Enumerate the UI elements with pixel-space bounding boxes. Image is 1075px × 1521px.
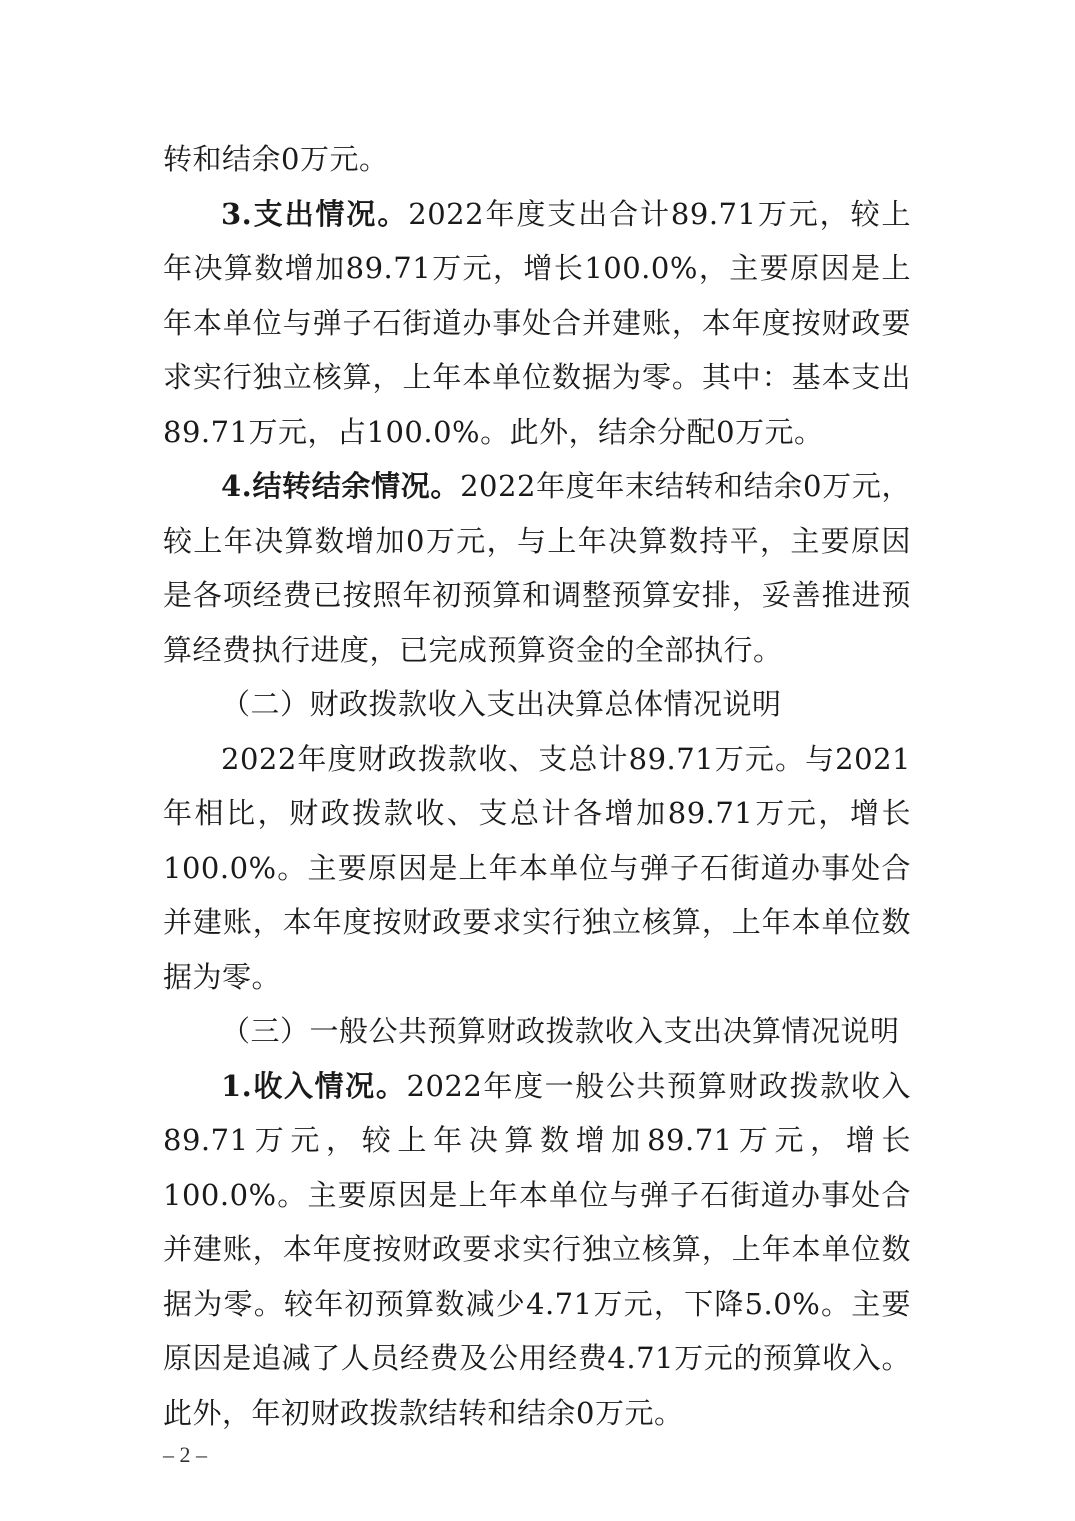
paragraph-expenditure (163, 187, 911, 460)
document-body (163, 132, 911, 1440)
paragraph-lead-income: 1.收入情况。 (221, 1068, 407, 1103)
paragraph-text: 2022年度支出合计89.71万元，较上年决算数增加89.71万元，增长100.0%，主要原因是上年本单位与弹子石街道办事处合并建账，本年度按财政要求实行独立核算，上年本单位数据为零。其中：基本支出89.71万元，占100.0%。此外，结余分配0万元。 (163, 196, 912, 449)
paragraph-lead-expenditure: 3.支出情况。 (221, 196, 409, 231)
paragraph-carryover (163, 459, 911, 677)
paragraph-text: 2022年度年末结转和结余0万元，较上年决算数增加0万元，与上年决算数持平，主要原因是各项经费已按照年初预算和调整预算安排，妥善推进预算经费执行进度，已完成预算资金的全部执行。 (163, 469, 911, 667)
paragraph-text: 2022年度财政拨款收、支总计89.71万元。与2021年相比，财政拨款收、支总计各增加89.71万元，增长100.0%。主要原因是上年本单位与弹子石街道办事处合并建账，本年度按财政要求实行独立核算，上年本单位数据为零。 (163, 741, 911, 994)
paragraph-lead-carryover: 4.结转结余情况。 (221, 469, 461, 503)
section-heading-3: （三）一般公共预算财政拨款收入支出决算情况说明 (221, 1014, 900, 1048)
paragraph-text: 2022年度一般公共预算财政拨款收入89.71万元，较上年决算数增加89.71万元，增长100.0%。主要原因是上年本单位与弹子石街道办事处合并建账，本年度按财政要求实行独立核算，上年本单位数据为零。较年初预算数减少4.71万元，下降5.0%。主要原因是追减了人员经费及公用经费4.71万元的预算收入。此外，年初财政拨款结转和结余0万元。 (163, 1068, 911, 1430)
paragraph-income (163, 1059, 911, 1441)
paragraph-continuation (163, 132, 911, 187)
paragraph-text: 转和结余0万元。 (163, 142, 389, 176)
paragraph-fiscal-overview (163, 732, 911, 1005)
section-heading-2: （二）财政拨款收入支出决算总体情况说明 (221, 687, 782, 721)
page-number: – 2 – (163, 1442, 207, 1467)
